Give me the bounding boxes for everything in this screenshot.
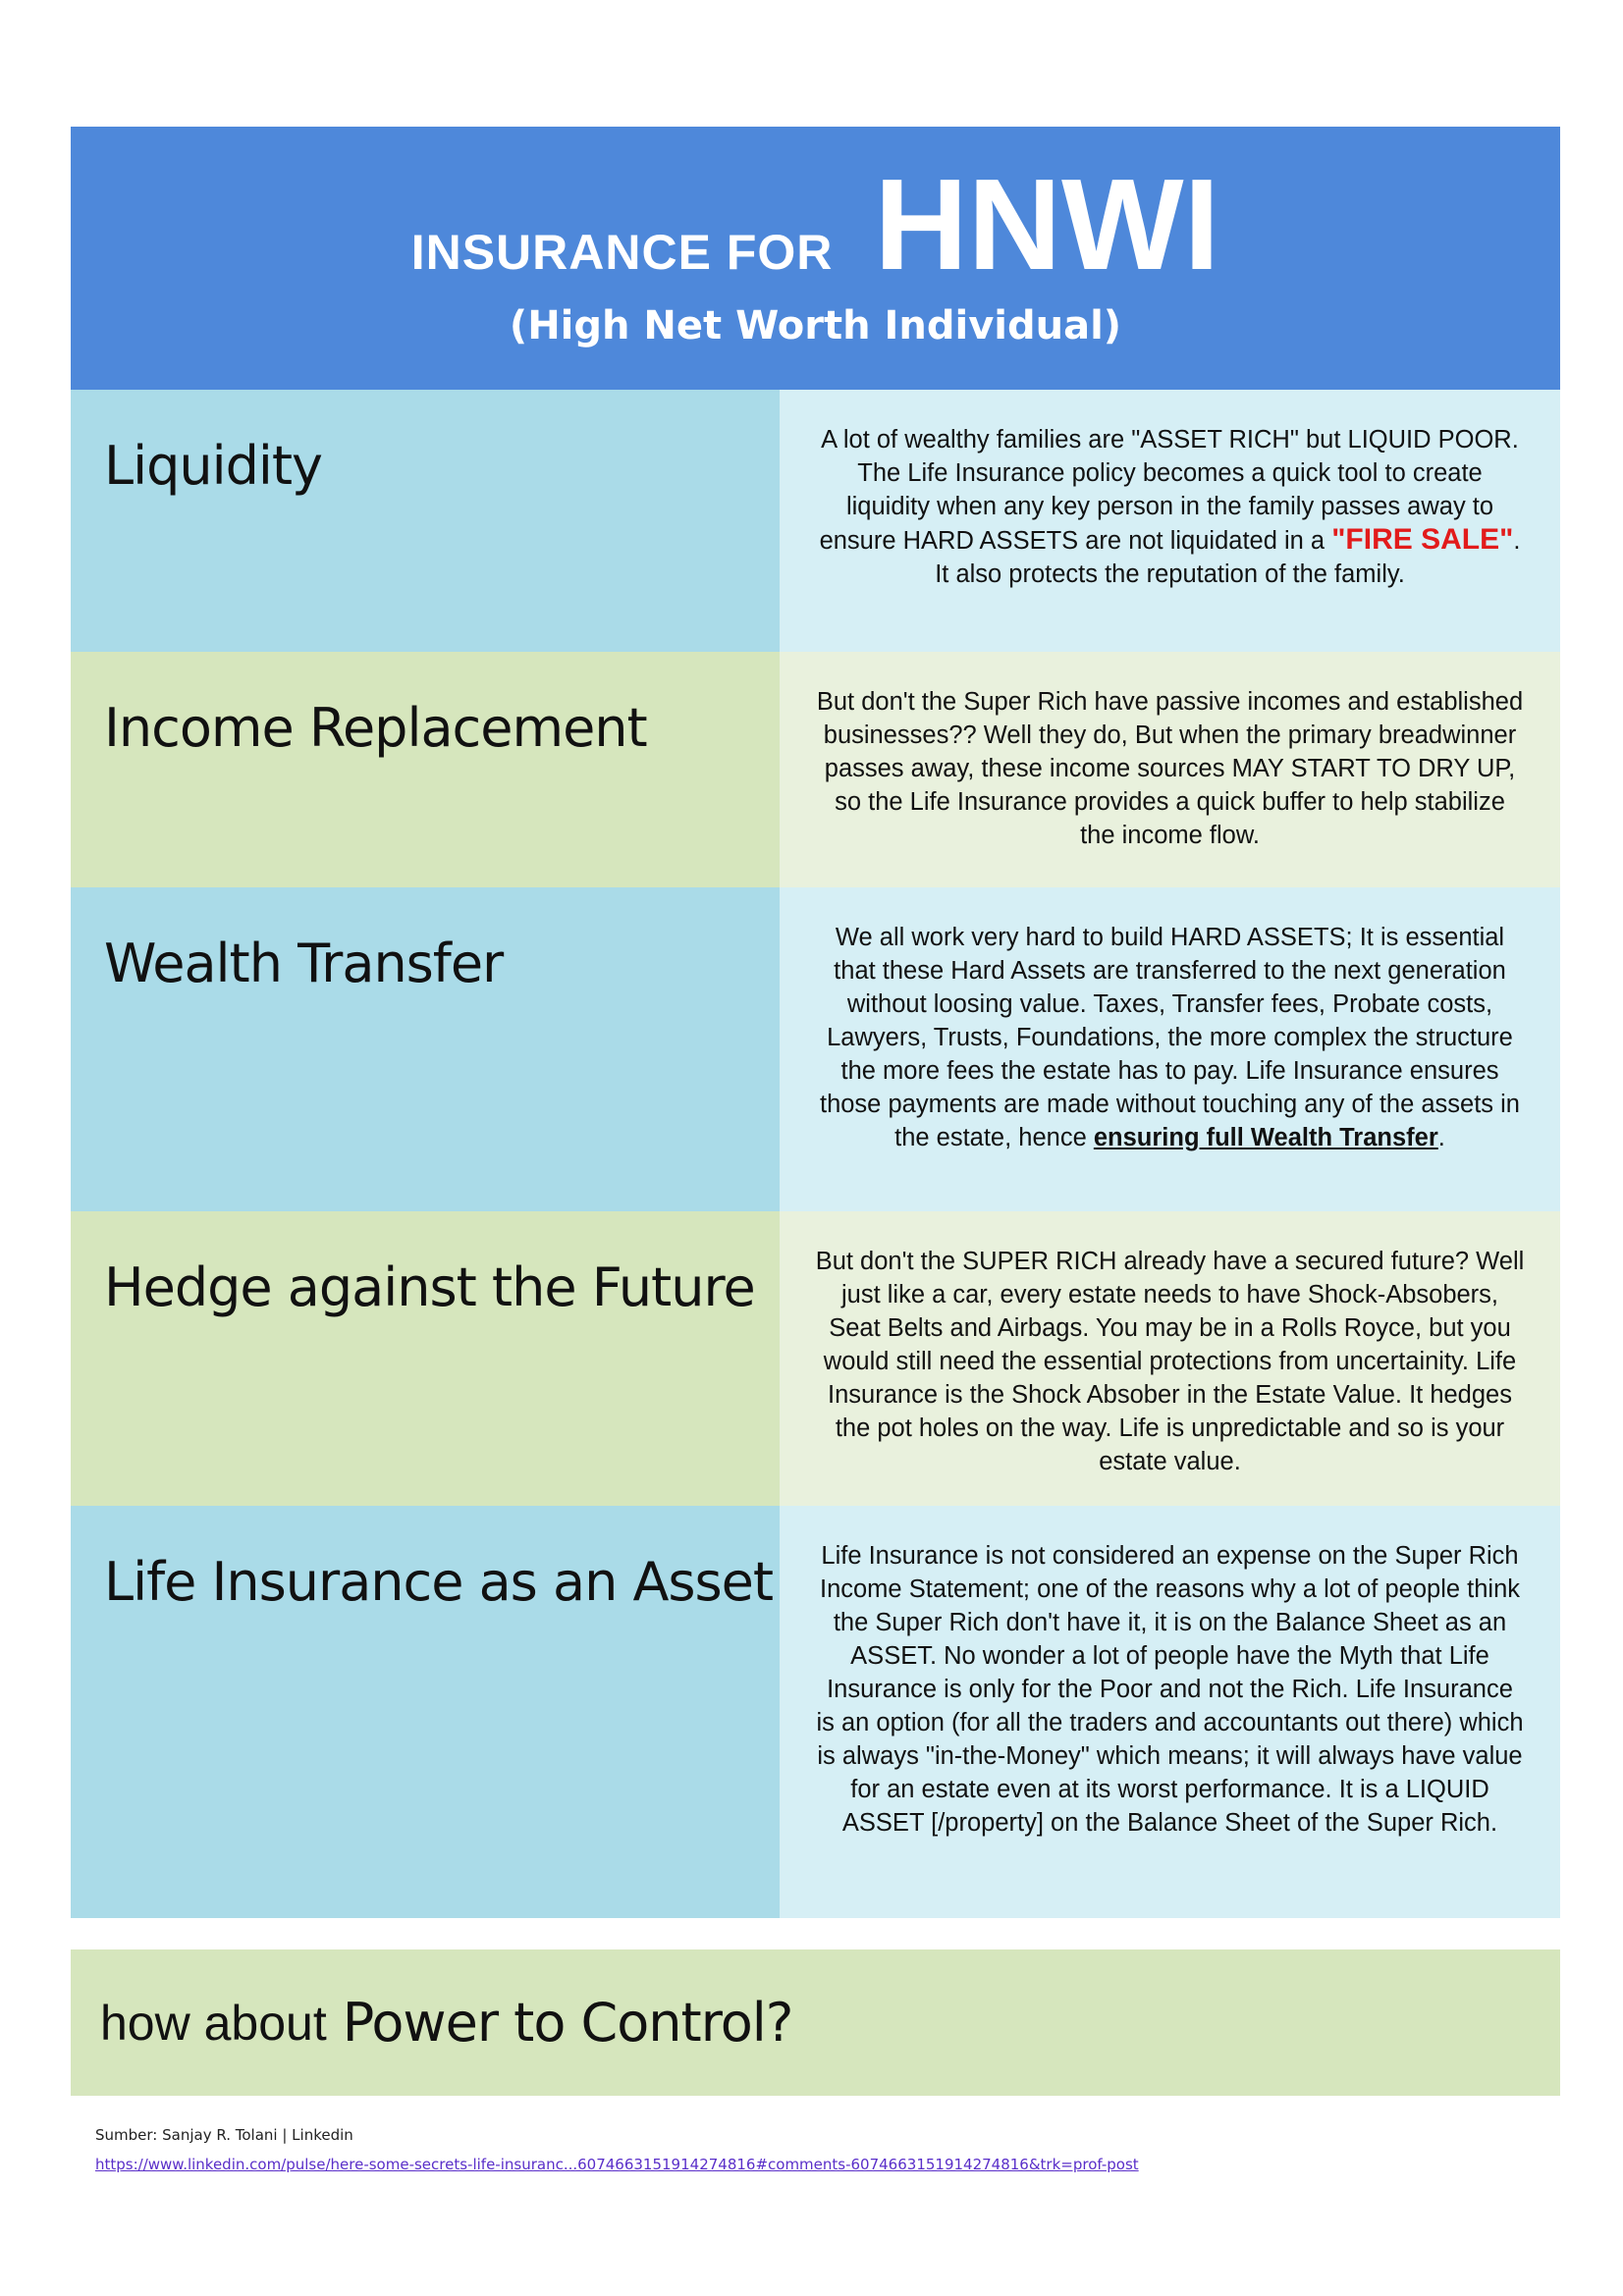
- subtitle: (High Net Worth Individual): [509, 303, 1122, 348]
- row-label: Life Insurance as an Asset: [71, 1506, 780, 1918]
- row-label: Income Replacement: [71, 652, 780, 887]
- row-description: [780, 887, 1560, 1211]
- title-main: HNWI: [874, 152, 1220, 296]
- row-description: But don't the Super Rich have passive incomes and established businesses?? Well they do, But when the primary breadwinner passes away, these income sources MAY START TO DRY UP, so the Life Insurance provides a quick buffer to help stabilize the income flow.: [780, 652, 1560, 887]
- row-description: Life Insurance is not considered an expense on the Super Rich Income Statement; one of the reasons why a lot of people think the Super Rich don't have it, it is on the Balance Sheet as an ASSET. No wonder a lot of people have the Myth that Life Insurance is only for the Poor and not the Rich. Life Insurance is an option (for all the traders and accountants out there) which is always "in-the-Money" which means; it will always have value for an estate even at its worst performance. It is a LIQUID ASSET [/property] on the Balance Sheet of the Super Rich.: [780, 1506, 1560, 1918]
- source-link[interactable]: https://www.linkedin.com/pulse/here-some-secrets-life-insuranc...6074663151914274816#comments-6074663151914274816&trk=prof-post: [95, 2156, 1139, 2173]
- row-wealth-transfer: [71, 887, 1560, 1211]
- row-label: Hedge against the Future: [71, 1211, 780, 1506]
- title-prefix: INSURANCE FOR: [410, 225, 834, 280]
- infographic: [71, 127, 1560, 1918]
- row-description: [780, 390, 1560, 652]
- desc-text: . It also protects the reputation of the family.: [935, 527, 1521, 588]
- footer-callout: [71, 1949, 1560, 2096]
- title-line: [71, 152, 1560, 296]
- row-liquidity: [71, 390, 1560, 652]
- wealth-transfer-emphasis: ensuring full Wealth Transfer: [1093, 1124, 1438, 1151]
- row-label: Wealth Transfer: [71, 887, 780, 1211]
- desc-text: .: [1437, 1124, 1445, 1151]
- fire-sale-highlight: "FIRE SALE": [1331, 523, 1514, 556]
- footer-prefix: how about: [100, 1995, 327, 2051]
- row-insurance-asset: [71, 1506, 1560, 1918]
- desc-text: We all work very hard to build HARD ASSETS; It is essential that these Hard Assets are transferred to the next generation without loosing value. Taxes, Transfer fees, Probate costs, Lawyers, Trusts, Foundations, the more complex the structure the more fees the estate has to pay. Life Insurance ensures those payments are made without touching any of the assets in the estate, hence: [819, 924, 1520, 1151]
- row-income-replacement: [71, 652, 1560, 887]
- footer-strong: Power to Control?: [342, 1992, 793, 2054]
- source-credit: Sumber: Sanjay R. Tolani | Linkedin: [95, 2126, 353, 2144]
- row-label: Liquidity: [71, 390, 780, 652]
- desc-text: A lot of wealthy families are "ASSET RICH" but LIQUID POOR. The Life Insurance policy becomes a quick tool to create liquidity when any key person in the family passes away to ensure HARD ASSETS are not liquidated in a: [819, 426, 1519, 555]
- header-banner: [71, 127, 1560, 390]
- row-description: But don't the SUPER RICH already have a secured future? Well just like a car, every estate needs to have Shock-Absobers, Seat Belts and Airbags. You may be in a Rolls Royce, but you would still need the essential protections from uncertainity. Life Insurance is the Shock Absober in the Estate Value. It hedges the pot holes on the way. Life is unpredictable and so is your estate value.: [780, 1211, 1560, 1506]
- row-hedge-future: [71, 1211, 1560, 1506]
